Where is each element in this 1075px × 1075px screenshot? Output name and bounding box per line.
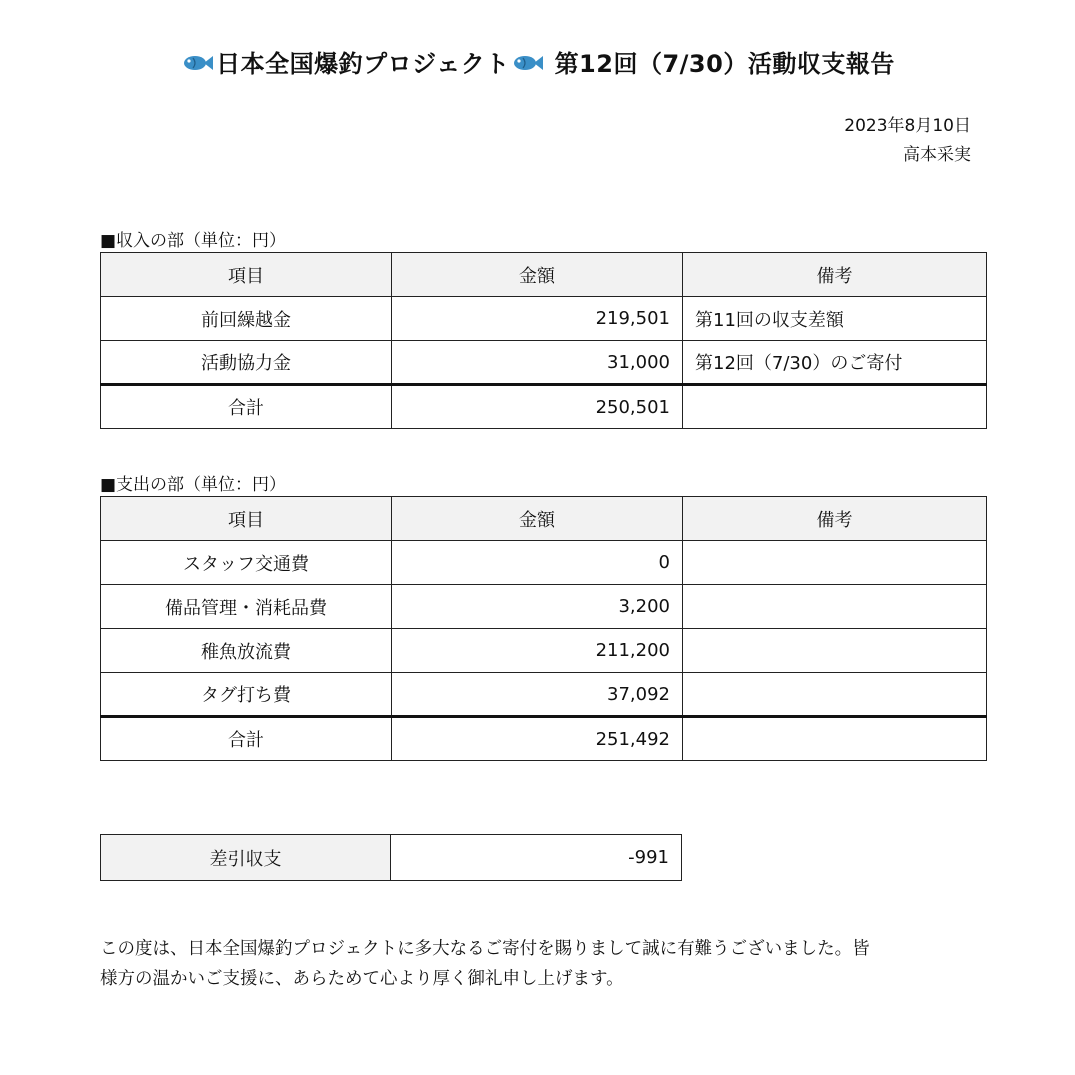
cell-item: スタッフ交通費 — [101, 541, 392, 585]
cell-note — [683, 541, 987, 585]
total-row — [101, 717, 987, 761]
fish-icon — [182, 51, 214, 79]
title-project-name: 日本全国爆釣プロジェクト — [216, 50, 510, 78]
table-header-row — [101, 253, 987, 297]
table-row — [101, 297, 987, 341]
title-report-name: 第12回（7/30）活動収支報告 — [554, 50, 895, 78]
table-row — [101, 341, 987, 385]
fish-icon — [512, 51, 544, 79]
expense-table — [100, 496, 987, 761]
cell-amount: 3,200 — [392, 585, 683, 629]
cell-note: 第12回（7/30）のご寄付 — [683, 341, 987, 385]
table-row — [101, 541, 987, 585]
header-note: 備考 — [683, 497, 987, 541]
header-amount: 金額 — [392, 253, 683, 297]
cell-note: 第11回の収支差額 — [683, 297, 987, 341]
cell-note — [683, 673, 987, 717]
report-author: 高本采実 — [903, 145, 971, 165]
expense-section-label: ■支出の部（単位：円） — [100, 475, 287, 495]
cell-item: 合計 — [101, 385, 392, 429]
cell-amount: 31,000 — [392, 341, 683, 385]
cell-amount: 250,501 — [392, 385, 683, 429]
cell-note — [683, 629, 987, 673]
cell-item: タグ打ち費 — [101, 673, 392, 717]
cell-item: 合計 — [101, 717, 392, 761]
table-row — [101, 673, 987, 717]
message-line: この度は、日本全国爆釣プロジェクトに多大なるご寄付を賜りまして誠に有難うございました。皆 — [100, 939, 870, 959]
balance-label: 差引収支 — [101, 835, 391, 881]
thank-you-message — [100, 934, 980, 994]
header-amount: 金額 — [392, 497, 683, 541]
message-line: 様方の温かいご支援に、あらためて心より厚く御礼申し上げます。 — [100, 969, 624, 989]
table-header-row — [101, 497, 987, 541]
cell-amount: 211,200 — [392, 629, 683, 673]
total-row — [101, 385, 987, 429]
cell-note — [683, 585, 987, 629]
report-date: 2023年8月10日 — [844, 116, 971, 136]
cell-item: 前回繰越金 — [101, 297, 392, 341]
cell-amount: 219,501 — [392, 297, 683, 341]
cell-note — [683, 717, 987, 761]
income-section-label: ■収入の部（単位：円） — [100, 231, 287, 251]
cell-amount: 0 — [392, 541, 683, 585]
balance-row — [101, 835, 682, 881]
report-meta — [844, 112, 971, 170]
header-item: 項目 — [101, 253, 392, 297]
cell-note — [683, 385, 987, 429]
cell-item: 活動協力金 — [101, 341, 392, 385]
balance-table — [100, 834, 682, 881]
cell-amount: 251,492 — [392, 717, 683, 761]
cell-amount: 37,092 — [392, 673, 683, 717]
income-table — [100, 252, 987, 429]
balance-value: -991 — [391, 835, 682, 881]
page-title — [0, 44, 1075, 79]
header-item: 項目 — [101, 497, 392, 541]
table-row — [101, 629, 987, 673]
header-note: 備考 — [683, 253, 987, 297]
cell-item: 備品管理・消耗品費 — [101, 585, 392, 629]
table-row — [101, 585, 987, 629]
cell-item: 稚魚放流費 — [101, 629, 392, 673]
